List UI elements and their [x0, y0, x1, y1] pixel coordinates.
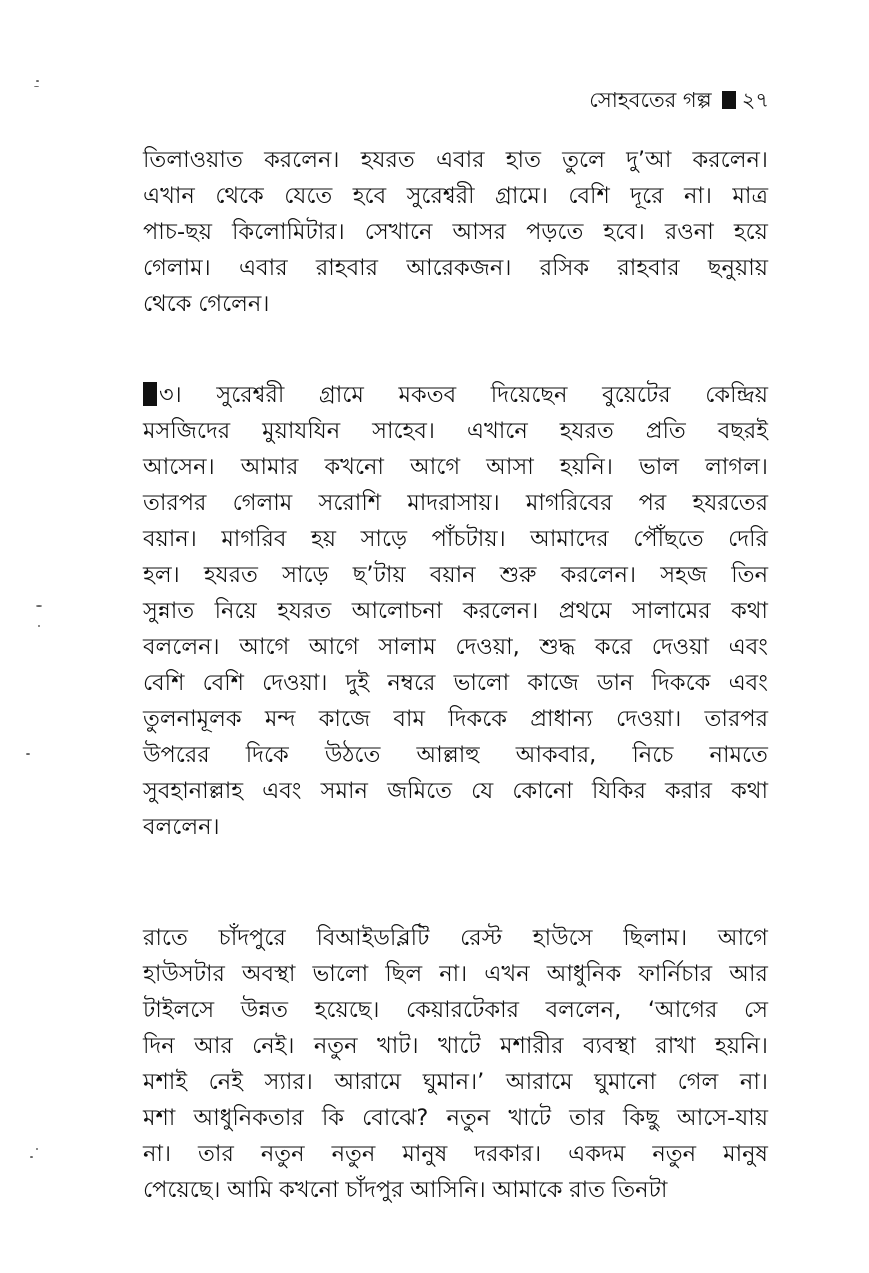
text-line: [143, 1100, 768, 1136]
word: হযরত: [203, 562, 258, 588]
word: সাহেব।: [372, 418, 435, 444]
word: রাখা: [655, 1033, 696, 1059]
word: দু’আ: [626, 147, 672, 173]
word: এখানে: [466, 418, 528, 444]
word: খাটে: [438, 1033, 481, 1059]
scan-speck: [36, 605, 42, 607]
word: হযরত: [360, 147, 415, 173]
word: বছরই: [717, 418, 768, 444]
word: কথা: [731, 778, 768, 804]
word: হযরত: [559, 418, 614, 444]
word: মানুষ: [723, 1141, 768, 1167]
text-line: [143, 214, 768, 250]
word: এবং: [262, 778, 302, 804]
word: মানুষ: [402, 1141, 448, 1167]
text-line: [143, 1028, 768, 1064]
word: দেওয়া।: [262, 670, 328, 696]
text-line: [143, 1136, 768, 1172]
word: নেই।: [252, 1033, 295, 1059]
word: ভাল: [638, 454, 680, 480]
word: সালামের: [632, 598, 711, 624]
word: মাত্র: [732, 183, 768, 209]
word: সাড়ে: [360, 526, 408, 552]
running-header: [589, 86, 769, 114]
word: আলোচনা: [351, 598, 443, 624]
word: বেশি: [568, 183, 610, 209]
word: নতুন: [446, 1105, 491, 1131]
word: আল্লাহু: [416, 742, 480, 768]
word: হাউসে: [532, 925, 593, 951]
word: শুদ্ধ: [539, 634, 576, 660]
word: ফার্নিচার: [638, 961, 713, 987]
word: বিআইডব্লিটি: [316, 925, 430, 951]
word: ছ’টায়: [352, 562, 406, 588]
word: সেখানে: [364, 219, 433, 245]
word: ভালো: [312, 961, 369, 987]
word: ডান: [596, 670, 634, 696]
word: দুই: [345, 670, 370, 696]
word: গেল: [677, 1069, 719, 1095]
word: কিছু: [623, 1105, 659, 1131]
word: দূরে: [630, 183, 664, 209]
paragraph-2: [143, 377, 768, 845]
word: বললেন।: [143, 814, 220, 840]
word: চাঁদপুর: [345, 1177, 404, 1203]
word: হয়েছে।: [314, 997, 380, 1023]
word: করার: [664, 778, 713, 804]
text-line: [143, 737, 768, 773]
word: খাট।: [377, 1033, 419, 1059]
word: দরকার।: [474, 1141, 542, 1167]
word: পাচ-ছয়: [143, 219, 212, 245]
word: বললেন।: [143, 634, 220, 660]
word: ব্যবস্থা: [582, 1033, 636, 1059]
word: নতুন: [331, 1141, 376, 1167]
text-line: [143, 250, 768, 286]
word: আসেন।: [143, 454, 215, 480]
word: আরেকজন।: [406, 255, 512, 281]
word: এবং: [728, 634, 768, 660]
word: ছনুয়ায়: [707, 255, 768, 281]
word: সুরেশ্বরী: [216, 382, 285, 408]
word: রাহবার: [315, 255, 379, 281]
word: মাদরাসায়।: [407, 490, 500, 516]
word: সাড়ে: [282, 562, 329, 588]
word: দেওয়া,: [455, 634, 520, 660]
text-line: [143, 142, 768, 178]
word: করলেন।: [692, 147, 768, 173]
word: আগে: [308, 634, 359, 660]
word: ছিলাম।: [623, 925, 688, 951]
word: আমার: [240, 454, 299, 480]
word: অবস্থা: [242, 961, 296, 987]
word: আরামে: [334, 1069, 402, 1095]
word: যেতে: [284, 183, 333, 209]
word: আমাদের: [530, 526, 609, 552]
word: স্যার।: [264, 1069, 313, 1095]
word: কাজে: [527, 670, 579, 696]
text-line: [143, 413, 768, 449]
word: চাঁদপুরে: [218, 925, 286, 951]
word: প্রতি: [645, 418, 686, 444]
word: থেকে: [215, 183, 264, 209]
word: এখান: [143, 183, 195, 209]
scan-speck: [30, 1156, 33, 1158]
text-line: [143, 701, 768, 737]
word: না।: [143, 1141, 172, 1167]
word: হাউসটার: [143, 961, 225, 987]
text-line: [143, 956, 768, 992]
word: না।: [739, 1069, 768, 1095]
word: কথা: [731, 598, 768, 624]
word: করলেন।: [462, 598, 539, 624]
text-line: [143, 773, 768, 809]
word: দিককে: [448, 706, 507, 732]
word: তিনটা: [611, 1177, 668, 1203]
word: তারপর: [704, 706, 768, 732]
text-line: [143, 449, 768, 485]
word: নামতে: [709, 742, 768, 768]
word: করলেন।: [560, 562, 637, 588]
word: আকবার,: [515, 742, 597, 768]
word: কখনো: [324, 454, 384, 480]
word: গেলাম: [232, 490, 293, 516]
word: মাগরিবের: [525, 490, 613, 516]
word: জমিতে: [387, 778, 453, 804]
word: বোঝে?: [362, 1105, 429, 1131]
word: নেই: [208, 1069, 243, 1095]
word: বুয়েটের: [602, 382, 671, 408]
word: নতুন: [652, 1141, 697, 1167]
word: দিকে: [245, 742, 289, 768]
word: একদম: [568, 1141, 626, 1167]
word: কাজে: [318, 706, 371, 732]
word: নম্বরে: [387, 670, 436, 696]
word: ঘুমান।’: [422, 1069, 485, 1095]
word: পড়তে: [526, 219, 584, 245]
scan-speck: [38, 625, 40, 627]
word: কেয়ারটেকার: [406, 997, 519, 1023]
word: নিচে: [632, 742, 674, 768]
word: গ্রামে।: [494, 183, 548, 209]
word: তার: [198, 1141, 234, 1167]
word: সালাম: [378, 634, 436, 660]
word: মসজিদের: [143, 418, 231, 444]
word: দেওয়া: [651, 634, 710, 660]
word: তুলনামূলক: [143, 706, 242, 732]
word: আগে: [410, 454, 461, 480]
word: পাঁচটায়।: [431, 526, 506, 552]
text-line: [143, 809, 768, 845]
word: দেওয়া।: [615, 706, 682, 732]
word: হয়নি।: [559, 454, 613, 480]
header-square-mark: [722, 91, 736, 109]
word: সুন্নাত: [143, 598, 195, 624]
scan-speck: [26, 753, 30, 755]
scan-speck: [34, 86, 39, 87]
word: আমাকে: [492, 1177, 563, 1203]
word: সুবহানাল্লাহ: [143, 778, 244, 804]
word: পৌঁছতে: [633, 526, 704, 552]
word: পর: [638, 490, 667, 516]
word: মশাই: [143, 1069, 188, 1095]
word: নিয়ে: [214, 598, 257, 624]
word: না।: [683, 183, 712, 209]
word: টাইলসে: [143, 997, 215, 1023]
word: রওনা: [664, 219, 714, 245]
word: আসে-যায়: [676, 1105, 768, 1131]
word: গ্রামে: [318, 382, 364, 408]
word: বয়ান: [429, 562, 476, 588]
word: তারপর: [143, 490, 207, 516]
word: বললেন,: [545, 997, 622, 1023]
word: এবার: [239, 255, 288, 281]
word: বয়ান।: [143, 526, 197, 552]
text-line: [143, 178, 768, 214]
word: সরোশি: [318, 490, 382, 516]
word: তার: [569, 1105, 605, 1131]
word: এখন: [484, 961, 530, 987]
word: উপরের: [143, 742, 210, 768]
text-line: [143, 593, 768, 629]
word: সমান: [320, 778, 368, 804]
word: কিলোমিটার।: [232, 219, 345, 245]
word: যে: [471, 778, 494, 804]
word: নতুন: [260, 1141, 305, 1167]
word: দিককে: [651, 670, 711, 696]
word: পেয়েছে।: [143, 1177, 221, 1203]
text-line: [143, 1172, 768, 1208]
word: মুয়াযযিন: [262, 418, 341, 444]
word: হয়নি।: [714, 1033, 768, 1059]
word: আগে: [239, 634, 290, 660]
word: রাত: [569, 1177, 606, 1203]
word: এবার: [435, 147, 485, 173]
word: আরামে: [505, 1069, 573, 1095]
text-line: [143, 992, 768, 1028]
word: কখনো: [279, 1177, 339, 1203]
word: হাত: [505, 147, 541, 173]
word: সহজ: [660, 562, 708, 588]
text-line: [143, 521, 768, 557]
word: এবং: [728, 670, 768, 696]
word: আসর: [452, 219, 507, 245]
section-marker-square: [143, 382, 157, 406]
text-line: [143, 1064, 768, 1100]
word: হযরতের: [692, 490, 768, 516]
paragraph-3: [143, 920, 768, 1208]
word: শুরু: [499, 562, 537, 588]
word: তিন: [731, 562, 768, 588]
word: লাগল।: [705, 454, 768, 480]
word: সুরেশ্বরী: [406, 183, 475, 209]
word: কেন্দ্রিয়: [705, 382, 768, 408]
word: ভালো: [453, 670, 510, 696]
text-line: [143, 377, 768, 413]
word: রেস্ট: [460, 925, 503, 951]
word: গেলাম।: [143, 255, 211, 281]
word: ‘আগের: [647, 997, 718, 1023]
paragraph-1: [143, 142, 768, 322]
word: দিয়েছেন: [490, 382, 568, 408]
word: যিকির: [591, 778, 646, 804]
word: প্রাধান্য: [530, 706, 593, 732]
text-line: [143, 485, 768, 521]
word: আসা: [486, 454, 534, 480]
word: গেলেন।: [198, 291, 270, 317]
word: হযরত: [277, 598, 332, 624]
text-line: [143, 286, 768, 322]
word: কি: [321, 1105, 345, 1131]
word: হয়ে: [733, 219, 768, 245]
word: তুলে: [562, 147, 605, 173]
text-line: [143, 920, 768, 956]
text-line: [143, 665, 768, 701]
word: আমি: [227, 1177, 273, 1203]
word: আগে: [717, 925, 768, 951]
word: থেকে: [143, 291, 192, 317]
word: মশা: [143, 1105, 176, 1131]
word: রাহবার: [617, 255, 680, 281]
word: সে: [743, 997, 768, 1023]
word: হয়: [310, 526, 337, 552]
scan-speck: [36, 1148, 38, 1150]
word: মশারীর: [500, 1033, 564, 1059]
word: কোনো: [512, 778, 573, 804]
book-title: সোহবতের গল্প: [589, 88, 712, 112]
word: হল।: [143, 562, 180, 588]
word: না।: [439, 961, 468, 987]
word: আধুনিক: [546, 961, 622, 987]
word: ছিল: [385, 961, 423, 987]
word: রাতে: [143, 925, 188, 951]
word: নতুন: [313, 1033, 358, 1059]
word: রসিক: [539, 255, 590, 281]
word: বেশি: [143, 670, 185, 696]
word: উন্নত: [240, 997, 289, 1023]
word: প্রথমে: [558, 598, 612, 624]
word: ঘুমানো: [594, 1069, 657, 1095]
word: দেরি: [728, 526, 768, 552]
word: হবে।: [603, 219, 645, 245]
word: আসিনি।: [410, 1177, 486, 1203]
word: খাটে: [508, 1105, 551, 1131]
word: করলেন।: [264, 147, 340, 173]
word: দিন: [143, 1033, 175, 1059]
word: মকতব: [398, 382, 457, 408]
word: আর: [194, 1033, 233, 1059]
word: আর: [729, 961, 768, 987]
word: তিলাওয়াত: [143, 147, 243, 173]
text-line: [143, 629, 768, 665]
scan-speck: [36, 80, 39, 82]
word: ৩।: [143, 377, 182, 413]
text-line: [143, 557, 768, 593]
word: বেশি: [202, 670, 244, 696]
word: বাম: [393, 706, 425, 732]
word: আধুনিকতার: [193, 1105, 304, 1131]
word: হবে: [352, 183, 387, 209]
word: উঠতে: [324, 742, 381, 768]
word: করে: [594, 634, 633, 660]
word: মন্দ: [264, 706, 296, 732]
page-number: ২৭: [741, 88, 769, 112]
word: মাগরিব: [221, 526, 287, 552]
